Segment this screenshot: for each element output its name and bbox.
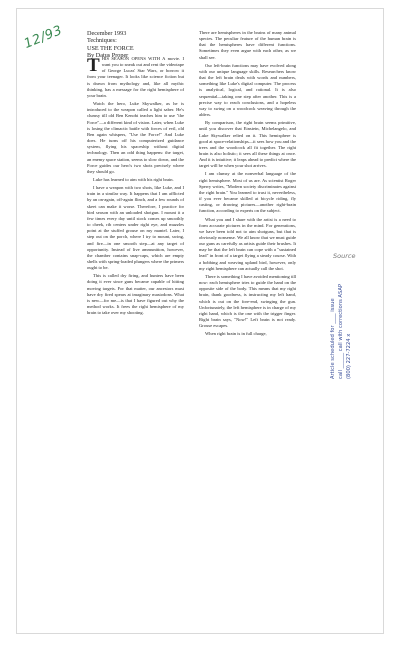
- handwritten-margin-note: Source: [333, 252, 356, 260]
- stamp-line: Article scheduled for ____ issue: [330, 298, 336, 379]
- margin-stamp: [309, 249, 385, 379]
- paragraph: I have a weapon with two shots, like Luke, and I train in a similar way. It happens that I am afflicted by an on-again, off-again flinch, and a few rounds of skeet can make it worse. Therefore, I practice for bird season with an unloaded shotgun. I mount it a few times every day until stock comes up smoothly to cheek, rib centers under right eye, and muzzles point at the stuffed grouse on my mantel. Later, I step out on the porch, where I try to mount, swing, and fire—in one smooth step—at any target of opportunity. Instead of live ammunition, however, the chamber contains snap-caps, which are empty shells with spring-loaded plungers where the primers ought to be.: [87, 185, 184, 271]
- stamp-line: call ______ call with corrections ASAP: [338, 283, 344, 379]
- paragraph: There are hemispheres in the brains of many animal species. The peculiar feature of the human brain is that the hemispheres have different functions. Sometimes they even argue with each other, as we shall see.: [199, 30, 296, 60]
- issue-date: December 1993: [87, 30, 127, 37]
- paragraph: Watch the hero, Luke Skywalker, as he is introduced to the weapon called a light saber. He's clumsy till old Ben Kenobi teaches him to use "the Force"—a different kind of vision. Later, when Luke is losing the climactic battle with forces of evil, old Ben again whispers, "Use the Force!" And Luke does. He turns off his computerized guidance system, flying his spaceship without digital technology. Then an odd thing happens: the target, an enemy space station, seems to slow down, and the Force guides our hero's two shots precisely where they should go.: [87, 101, 184, 174]
- handwritten-date: 12/93: [22, 23, 65, 52]
- article-column-left: [87, 56, 184, 318]
- section-label: Techniques:: [87, 37, 117, 45]
- paragraph: Our left-brain functions may have evolved along with our unique language skills. Researchers know that the left brain deals with words and numbers, something like Luke's digital computer. The process is analytical, logical, and rational. It is also sequential—taking one step after another. This is a precise way to reach conclusions, and a hopeless way to swing on a woodcock weaving through the alders.: [199, 62, 296, 118]
- paragraph: What you and I share with the artist is a need to form accurate pictures in the mind. For generations, we have been told not to aim shotguns, but that is obviously nonsense. We all know that we must guide our guns as carefully as artists guide their brushes. It may be that the left brain can cope with a "sustained lead" in front of a target flying a steady course. With a bobbing and weaving upland bird, however, only my right hemisphere can actually call the shot.: [199, 216, 296, 271]
- article-column-right: [199, 30, 296, 340]
- paragraph: Luke has learned to aim with his right brain.: [93, 176, 174, 182]
- paragraph: THIS SEASON OPENS WITH A movie. I want you to sneak out and rent the videotape of George Lucas' Star Wars, or borrow it from your teenager. It looks like science fiction but is drawn from mythology and, like all mythic thinking, has a message for the right hemisphere of your brain.: [87, 55, 184, 98]
- byline: By Datus Proper: [87, 51, 129, 59]
- drop-cap: T: [87, 55, 100, 76]
- article-title: USE THE FORCE: [87, 44, 134, 52]
- paragraph: I am clumsy at the nonverbal language of the right hemisphere. Most of us are. As scientist Roger Sperry writes, "Modern society discriminates against the right brain." You learned to trust it, nevertheless, if you ever became skilled at bicycle riding, fly casting, or drawing pictures—another right-brain function, according to experts on the subject.: [199, 171, 296, 214]
- paragraph: There is something I have avoided mentioning till now: each hemisphere tries to guide the hand on the opposite side of the body. This means that my right brain, thank goodness, is instructing my left hand, which is out on the fore-end, swinging the gun. Unfortunately, the left hemisphere is in charge of my right hand, which is the one with the trigger finger. Right brain says, "Now!" Left brain is not ready. Grouse escapes.: [199, 273, 296, 329]
- paragraph: This is called dry firing, and hunters have been doing it ever since guns became capable of hitting moving targets. For that matter, our ancestors must have dry fired spears at imaginary mastodons. What is new—for me—is that I have figured out why the method works. It frees the right hemisphere of my brain to take over my shooting.: [87, 273, 184, 316]
- paragraph: When right brain is in full charge,: [205, 331, 267, 337]
- stamp-line: (800) 227-7224 x: [346, 333, 352, 379]
- paragraph: By comparison, the right brain seems primitive, until you discover that Einstein, Michelangelo, and Luke Skywalker relied on it. This hemisphere is good at space-relationships—it sees how you and the trees and the woodcock all fit together. The right brain is also holistic; it sees all these things at once. And it is intuitive; it leaps ahead to predict where the target will be when your shot arrives.: [199, 120, 296, 169]
